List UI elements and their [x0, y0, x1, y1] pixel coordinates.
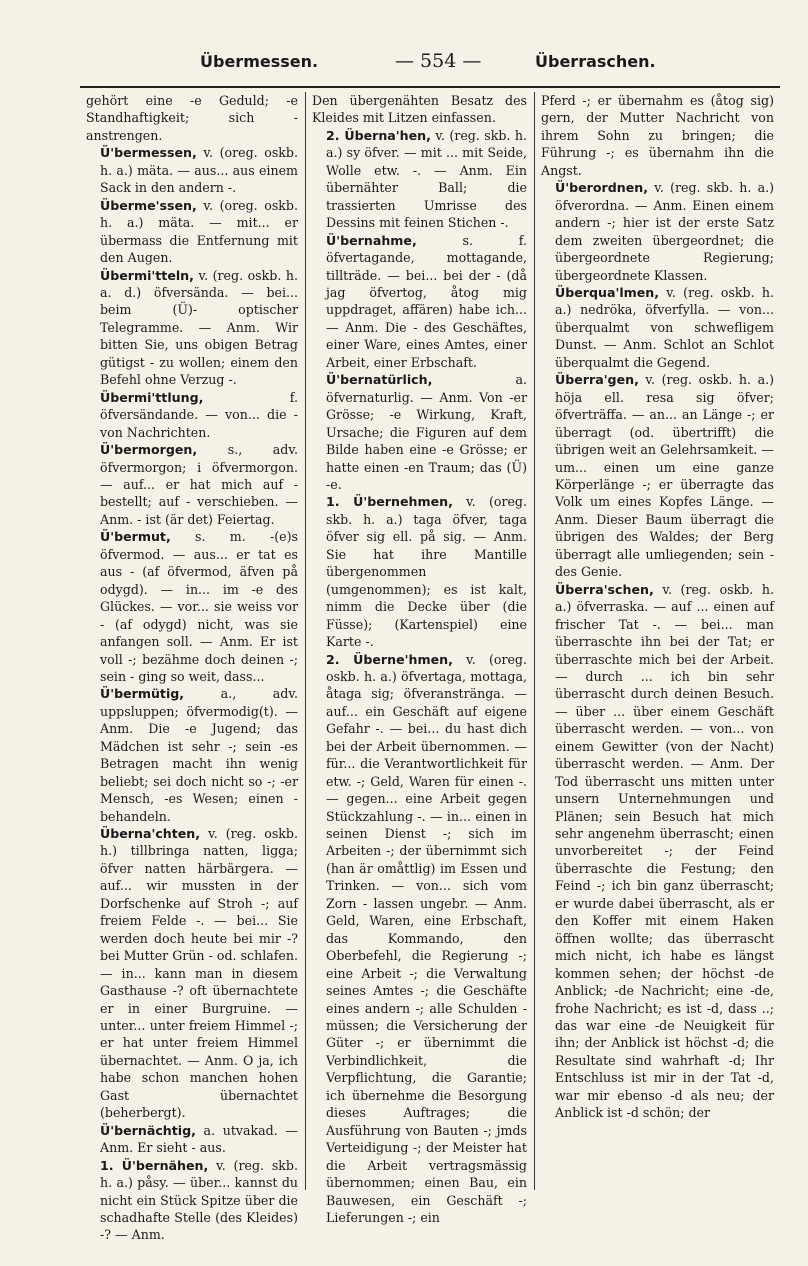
entry-definition: v. (oreg. oskb. h. a.) mäta. — mit... er übermass die Entfernung mit den Augen.	[100, 197, 298, 266]
entry-definition: v. (reg. oskb. h. a. d.) öfversända. — bei... beim (Ü)- optischer Telegramme. — Anm. Wir bitten Sie, uns obigen Betrag gütigst - zu wollen; einem den Befehl ohne Verzug -.	[100, 267, 298, 388]
entry-definition: v. (reg. skb. h. a.) påsy. — über... kannst du nicht ein Stück Spitze über die schadhafte Stelle (des Kleides) -? — Anm.	[100, 1157, 298, 1243]
entry-definition: Pferd -; er übernahm es (åtog sig) gern, der Mutter Nachricht von ihrem Sohn zu bringen; die Führung -; es übernahm ihn die Angst.	[541, 93, 774, 178]
entry-headword: 2. Überne'hmen,	[326, 651, 453, 667]
entry-definition: v. (reg. oskb. h. a.) nedröka, öfverfylla. — von... überqualmt von schwefligem Dunst. — Anm. Schlot an Schlot überqualmt die Gegend.	[555, 284, 774, 370]
entry-headword: Überra'gen,	[555, 372, 639, 388]
entry-headword: Ü'bermut,	[100, 529, 171, 545]
dictionary-entry	[541, 371, 774, 580]
entry-headword: Überqua'lmen,	[555, 284, 660, 300]
entry-headword: Überra'schen,	[555, 581, 654, 597]
dictionary-entry	[86, 389, 298, 441]
entry-definition: v. (reg. oskb. h. a.) öfverraska. — auf ... einen auf frischer Tat -. — bei... man überraschte ihn bei der Tat; er überraschte mich bei der Arbeit. — durch ... ich bin sehr überrascht durch deinen Besuch. — über ... über einem Geschäft überrascht werden. — von... von einem Gewitter (von der Nacht) überrascht werden. — Anm. Der Tod überrascht uns mitten unter unsern Unternehmungen und Plänen; sein Besuch hat mich sehr angenehm überrascht; einen unvorbereitet -; der Feind überraschte die Festung; den Feind -; ich bin ganz überrascht; er wurde dabei überrascht, als er den Koffer mit einem Haken öffnen wollte; das überrascht mich nicht, ich habe es längst kommen sehen; der höchst -de Anblick; -de Nachricht; eine -de, frohe Nachricht; es ist -d, dass ..; das war eine -de Neuigkeit für ihn; der Anblick ist höchst -d; die Resultate sind wahrhaft -d; Ihr Entschluss ist mir in der Tat -d, war mir ebenso -d als neu; der Anblick ist -d schön; der	[555, 581, 774, 1121]
dictionary-entry	[312, 371, 527, 493]
column-left	[80, 92, 304, 1243]
dictionary-entry	[312, 92, 527, 127]
entry-definition: a. öfvernaturlig. — Anm. Von -er Grösse; -e Wirkung, Kraft, Ursache; die Figuren auf dem Bilde haben eine -e Grösse; er hatte einen -en Traum; das (Ü) -e.	[326, 372, 527, 492]
entry-definition: v. (oreg. oskb. h. a.) öfvertaga, mottaga, åtaga sig; öfveranstränga. — auf... ein Geschäft auf eigene Gefahr -. — bei... du hast dich bei der Arbeit übernommen. — für... die Verantwortlichkeit für etw. -; Geld, Waren für einen -. — gegen... eine Arbeit gegen Stückzahlung -. — in... einen in seinen Dienst -; sich im Arbeiten -; der übernimmt sich (han är omåttlig) im Essen und Trinken. — von... sich vom Zorn - lassen ungebr. — Anm. Geld, Waren, eine Erbschaft, das Kommando, den Oberbefehl, die Regierung -; eine Arbeit -; die Verwaltung seines Amtes -; die Geschäfte eines andern -; alle Schulden - müssen; die Versicherung der Güter -; er übernimmt die Verbindlichkeit, die Verpflichtung, die Garantie; ich übernehme die Besorgung dieses Auftrages; die Ausführung von Bauten -; jmds Verteidigung -; der Meister hat die Arbeit vertragsmässig übernommen; einen Bau, ein Bauwesen, ein Geschäft -; Lieferungen -; ein	[326, 651, 527, 1225]
dictionary-entry	[86, 92, 298, 144]
entry-definition: v. (oreg. skb. h. a.) taga öfver, taga öfver sig ell. på sig. — Anm. Sie hat ihre Mantille übergenommen (umgenommen); es ist kalt, nimm die Decke über (die Füsse); (Kartenspiel) eine Karte -.	[326, 494, 527, 650]
entry-headword: Überme'ssen,	[100, 197, 197, 213]
dictionary-entry	[86, 1157, 298, 1244]
entry-definition: a. utvakad. — Anm. Er sieht - aus.	[100, 1122, 298, 1156]
entry-definition: v. (reg. oskb. h. a.) höja ell. resa sig öfver; öfverträffa. — an... an Länge -; er überragt (od. übertrifft) die übrigen weit an Gelehrsamkeit. — um... einen um eine ganze Körperlänge -; er überragte das Volk um eines Kopfes Länge. — Anm. Dieser Baum überragt die übrigen des Waldes; der Berg überragt alle umliegenden; sein -des Genie.	[555, 372, 774, 580]
entry-headword: Übermi'tteln,	[100, 267, 194, 283]
entry-definition: f. öfversändande. — von... die - von Nachrichten.	[100, 389, 298, 440]
entry-definition: s. f. öfvertagande, mottagande, tillträde. — bei... bei der - (då jag öfvertog, åtog mig uppdraget, affären) habe ich... — Anm. Die - des Geschäftes, einer Ware, eines Amtes, einer Arbeit, einer Erbschaft.	[326, 232, 527, 370]
entry-headword: Ü'bermorgen,	[100, 442, 198, 458]
entry-definition: v. (oreg. oskb. h. a.) mäta. — aus... aus einem Sack in den andern -.	[100, 145, 298, 196]
dictionary-entry	[86, 267, 298, 389]
column-middle	[305, 92, 533, 1225]
dictionary-entry	[541, 179, 774, 284]
entry-headword: Überna'chten,	[100, 826, 201, 842]
entry-headword: Ü'bernatürlich,	[326, 372, 433, 388]
dictionary-entry	[86, 144, 298, 196]
dictionary-entry	[312, 651, 527, 1227]
entry-headword: Ü'bernahme,	[326, 232, 417, 248]
dictionary-entry	[541, 92, 774, 179]
entry-definition: s., adv. öfvermorgon; i öfvermorgon. — auf... er hat mich auf - bestellt; auf - verschieben. — Anm. - ist (är det) Feiertag.	[100, 442, 298, 527]
page-header	[80, 52, 780, 82]
entry-headword: Ü'bernächtig,	[100, 1122, 196, 1138]
entry-definition: v. (reg. skb. h. a.) sy öfver. — mit ... mit Seide, Wolle etw. -. — Anm. Ein übernähter Ball; die trassierten Umrisse des Dessins mit feinen Stichen -.	[326, 127, 527, 231]
page-number: — 554 —	[395, 50, 482, 72]
entry-definition: v. (reg. oskb. h.) tillbringa natten, ligga; öfver natten härbärgera. — auf... wir mussten in der Dorfschenke auf Stroh -; auf freiem Felde -. — bei... Sie werden doch heute bei mir -? bei Mutter Grün - od. schlafen. — in... kann man in diesem Gasthause -? oft übernachtete er in einer Burgruine. — unter... unter freiem Himmel -; er hat unter freiem Himmel übernachtet. — Anm. O ja, ich habe schon manchen hohen Gast übernachtet (beherbergt).	[100, 826, 298, 1121]
entry-definition: s. m. -(e)s öfvermod. — aus... er tat es aus - (af öfvermod, äfven på odygd). — in... im -e des Glückes. — vor... sie weiss vor - (af odygd) nicht, was sie anfangen soll. — Anm. Er ist voll -; bezähme doch deinen -; sein - ging so weit, dass...	[100, 529, 298, 684]
entry-definition: v. (reg. skb. h. a.) öfverordna. — Anm. Einen einem andern -; hier ist der erste Satz dem zweiten übergeordnet; die übergeordnete Regierung; übergeordnete Klassen.	[555, 180, 774, 283]
dictionary-entry	[541, 284, 774, 371]
dictionary-entry	[312, 127, 527, 232]
column-right	[534, 92, 780, 1190]
entry-definition: gehört eine -e Geduld; -e Standhaftigkeit; sich - anstrengen.	[86, 93, 298, 143]
entry-headword: Ü'bermütig,	[100, 686, 185, 702]
entry-headword: Übermi'ttlung,	[100, 389, 204, 405]
dictionary-entry	[86, 528, 298, 685]
dictionary-entry	[541, 581, 774, 1122]
dictionary-entry	[312, 493, 527, 650]
entry-definition: a., adv. uppsluppen; öfvermodig(t). — Anm. Die -e Jugend; das Mädchen ist sehr -; sein -es Betragen macht ihn wenig beliebt; sei doch nicht so -; -er Mensch, -es Wesen; einen - behandeln.	[100, 686, 298, 824]
dictionary-entry	[86, 197, 298, 267]
entry-headword: 2. Überna'hen,	[326, 127, 431, 143]
entry-definition: Den übergenähten Besatz des Kleides mit Litzen einfassen.	[312, 93, 527, 126]
entry-headword: 1. Ü'bernehmen,	[326, 494, 453, 510]
entry-headword: 1. Ü'bernähen,	[100, 1157, 209, 1173]
dictionary-entry	[86, 1122, 298, 1157]
dictionary-entry	[86, 685, 298, 825]
header-rule	[80, 86, 780, 88]
header-last-headword: Überraschen.	[535, 52, 656, 71]
dictionary-entry	[312, 232, 527, 372]
dictionary-entry	[86, 825, 298, 1122]
entry-headword: Ü'berordnen,	[555, 180, 648, 196]
entry-headword: Ü'bermessen,	[100, 145, 197, 161]
header-first-headword: Übermessen.	[200, 52, 319, 71]
dictionary-entry	[86, 441, 298, 528]
